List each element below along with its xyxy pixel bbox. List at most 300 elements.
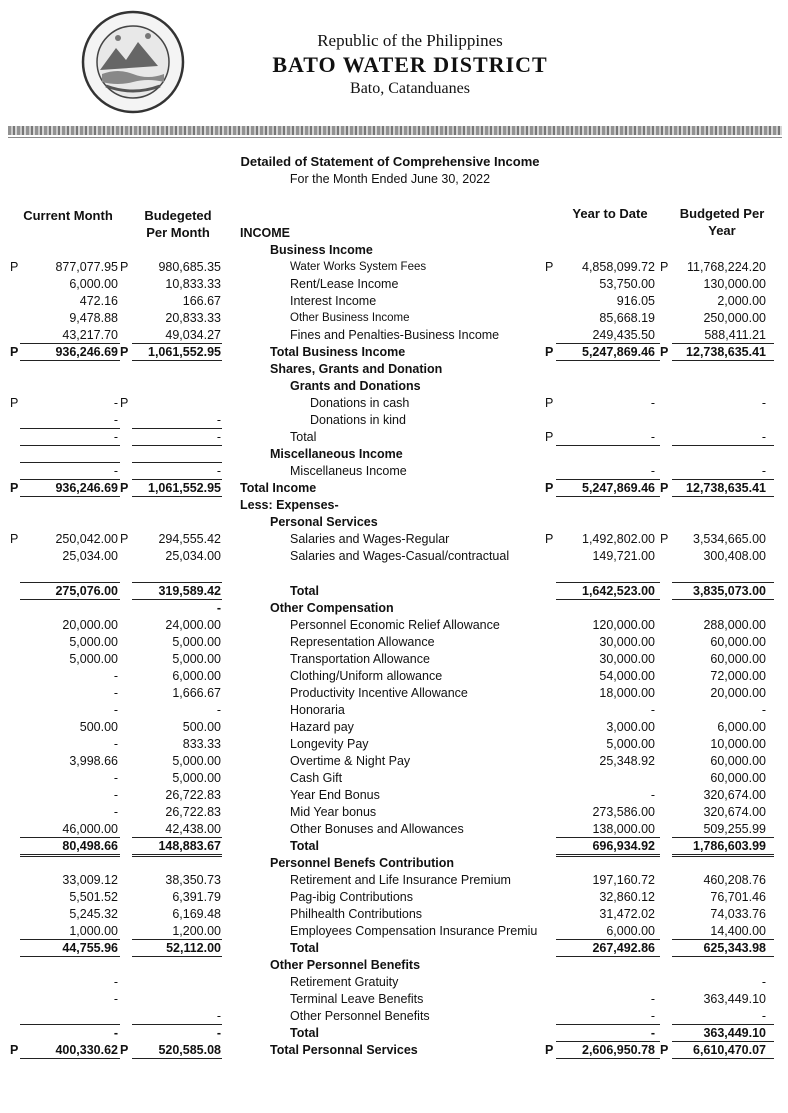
value-current-month: 936,246.69 [55,481,118,495]
value-year-to-date: 53,750.00 [599,277,655,291]
value-budget-year: - [761,703,766,717]
statement-row [0,446,788,463]
value-current-month: 9,478.88 [69,311,118,325]
statement-row [0,991,788,1008]
statement-period: For the Month Ended June 30, 2022 [289,172,491,186]
row-label: Transportation Allowance [290,652,430,666]
underline-rule [672,856,774,857]
header-divider [8,126,782,135]
statement-row [0,293,788,310]
row-label: Pag-ibig Contributions [290,890,413,904]
value-budget-year: 14,400.00 [710,924,766,938]
value-budget-year: 288,000.00 [703,618,766,632]
value-current-month: 5,245.32 [69,907,118,921]
value-year-to-date: 32,860.12 [599,890,655,904]
peso-sign: P [120,532,129,546]
statement-row [0,361,788,378]
underline-rule [132,445,222,446]
peso-sign: P [120,481,129,495]
row-label: Personnel Benefs Contribution [270,856,455,870]
value-budget-month: 294,555.42 [158,532,221,546]
value-current-month: 5,000.00 [69,652,118,666]
underline-rule [556,582,660,583]
underline-rule [132,462,222,463]
underline-rule [132,854,222,855]
value-year-to-date: 5,247,869.46 [582,345,655,359]
row-label: Salaries and Wages-Regular [290,532,450,546]
underline-rule [132,428,222,429]
value-budget-month: 166.67 [182,294,221,308]
statement-row [0,497,788,514]
value-year-to-date: - [650,703,655,717]
value-budget-year: - [761,464,766,478]
value-current-month: 5,501.52 [69,890,118,904]
statement-row [0,378,788,395]
peso-sign: P [120,396,129,410]
value-budget-month: 5,000.00 [172,635,221,649]
value-budget-year: 12,738,635.41 [686,481,766,495]
peso-sign: P [545,260,554,274]
row-label: Salaries and Wages-Casual/contractual [290,549,510,563]
row-label: Business Income [270,243,373,257]
value-budget-year: 3,534,665.00 [693,532,766,546]
header-divider-thin [8,137,782,138]
value-year-to-date: 249,435.50 [592,328,655,342]
value-budget-month: 20,833.33 [165,311,221,325]
value-budget-month: 49,034.27 [165,328,221,342]
value-budget-year: 363,449.10 [703,992,766,1006]
value-year-to-date: 273,586.00 [592,805,655,819]
statement-row [0,531,788,548]
underline-rule [672,496,774,497]
underline-rule [132,837,222,838]
value-year-to-date: 25,348.92 [599,754,655,768]
row-label: Honoraria [290,703,345,717]
statement-row [0,889,788,906]
underline-rule [556,479,660,480]
row-label: Longevity Pay [290,737,369,751]
peso-sign: P [545,430,554,444]
value-budget-month: 26,722.83 [165,805,221,819]
value-year-to-date: 31,472.02 [599,907,655,921]
peso-sign: P [120,1043,129,1057]
statement-row [0,906,788,923]
row-label: Shares, Grants and Donation [270,362,443,376]
peso-sign: P [10,1043,19,1057]
value-current-month: 1,000.00 [69,924,118,938]
statement-row [0,940,788,957]
underline-rule [20,939,120,940]
row-label: Donations in cash [310,396,410,410]
row-label: Cash Gift [290,771,343,785]
underline-rule [556,1041,660,1042]
value-year-to-date: 916.05 [616,294,655,308]
row-label: Overtime & Night Pay [290,754,411,768]
value-year-to-date: - [650,788,655,802]
underline-rule [20,956,120,957]
row-label: Total Personnal Services [270,1043,418,1057]
underline-rule [556,856,660,857]
statement-row [0,1025,788,1042]
peso-sign: P [120,345,129,359]
value-current-month: 20,000.00 [62,618,118,632]
peso-sign: P [545,481,554,495]
statement-row [0,804,788,821]
value-year-to-date: 120,000.00 [592,618,655,632]
underline-rule [132,479,222,480]
value-current-month: 33,009.12 [62,873,118,887]
statement-row [0,923,788,940]
underline-rule [672,1024,774,1025]
value-budget-month: - [216,1009,221,1023]
underline-rule [20,1058,120,1059]
underline-rule [672,854,774,855]
value-current-month: 250,042.00 [55,532,118,546]
value-budget-year: 300,408.00 [703,549,766,563]
underline-rule [556,854,660,855]
row-label: Grants and Donations [290,379,421,393]
value-year-to-date: 30,000.00 [599,652,655,666]
value-current-month: - [113,413,118,427]
row-label: INCOME [240,226,290,240]
value-budget-month: 6,391.79 [172,890,221,904]
row-label: Other Personnel Benefits [270,958,421,972]
header-district-name: BATO WATER DISTRICT [272,52,548,77]
value-budget-month: 148,883.67 [158,839,221,853]
value-year-to-date: 2,606,950.78 [582,1043,655,1057]
value-current-month: - [113,805,118,819]
row-label: Total Income [240,481,317,495]
value-year-to-date: 3,000.00 [606,720,655,734]
row-label: Other Bonuses and Allowances [290,822,464,836]
row-label: Productivity Incentive Allowance [290,686,468,700]
statement-row [0,514,788,531]
value-budget-year: 6,610,470.07 [693,1043,766,1057]
value-budget-year: - [761,975,766,989]
statement-row [0,242,788,259]
value-year-to-date: - [650,992,655,1006]
row-label: Rent/Lease Income [290,277,399,291]
value-current-month: 43,217.70 [62,328,118,342]
row-label: Total Business Income [270,345,406,359]
underline-rule [556,445,660,446]
underline-rule [132,496,222,497]
value-year-to-date: - [650,1026,655,1040]
underline-rule [672,956,774,957]
col-header-budget-year: Budgeted Per Year [679,206,765,238]
statement-row [0,548,788,565]
value-current-month: 3,998.66 [69,754,118,768]
value-budget-month: 1,200.00 [172,924,221,938]
statement-row [0,821,788,838]
statement-row [0,702,788,719]
value-current-month: 400,330.62 [55,1043,118,1057]
value-current-month: 877,077.95 [55,260,118,274]
value-budget-month: 1,666.67 [172,686,221,700]
underline-rule [132,1024,222,1025]
value-year-to-date: 5,000.00 [606,737,655,751]
value-budget-month: 42,438.00 [165,822,221,836]
statement-row [0,600,788,617]
statement-row [0,668,788,685]
underline-rule [672,479,774,480]
underline-rule [556,599,660,600]
value-current-month: - [113,771,118,785]
peso-sign: P [10,532,19,546]
value-budget-month: - [216,464,221,478]
underline-rule [672,837,774,838]
value-year-to-date: 1,492,802.00 [582,532,655,546]
statement-row [0,838,788,855]
value-year-to-date: 18,000.00 [599,686,655,700]
value-budget-month: 10,833.33 [165,277,221,291]
row-label: Total [290,430,317,444]
row-label: Clothing/Uniform allowance [290,669,443,683]
underline-rule [20,445,120,446]
value-budget-year: 625,343.98 [703,941,766,955]
statement-row [0,259,788,276]
value-year-to-date: - [650,1009,655,1023]
underline-rule [20,343,120,344]
value-budget-year: 1,786,603.99 [693,839,766,853]
value-budget-month: 6,169.48 [172,907,221,921]
value-current-month: - [113,396,118,410]
underline-rule [20,599,120,600]
value-budget-year: 320,674.00 [703,788,766,802]
statement-row [0,480,788,497]
value-current-month: 500.00 [79,720,118,734]
value-year-to-date: 54,000.00 [599,669,655,683]
statement-row [0,974,788,991]
value-current-month: 936,246.69 [55,345,118,359]
statement-row [0,770,788,787]
underline-rule [132,343,222,344]
value-budget-month: 500.00 [182,720,221,734]
row-label: Fines and Penalties-Business Income [290,328,500,342]
statement-title: Detailed of Statement of Comprehensive Income [240,154,540,169]
underline-rule [132,1058,222,1059]
statement-row [0,583,788,600]
value-budget-month: 1,061,552.95 [148,345,221,359]
row-label: Other Business Income [290,312,410,324]
value-year-to-date: 1,642,523.00 [582,584,655,598]
row-label: Total [290,584,319,598]
value-current-month: - [113,669,118,683]
statement-row [0,957,788,974]
peso-sign: P [660,1043,669,1057]
value-budget-year: 60,000.00 [710,754,766,768]
value-budget-month: 1,061,552.95 [148,481,221,495]
value-year-to-date: 85,668.19 [599,311,655,325]
value-budget-month: 5,000.00 [172,652,221,666]
value-year-to-date: 197,160.72 [592,873,655,887]
underline-rule [556,343,660,344]
row-label: Donations in kind [310,413,406,427]
underline-rule [556,939,660,940]
value-budget-month: 26,722.83 [165,788,221,802]
value-budget-year: 6,000.00 [717,720,766,734]
statement-row [0,753,788,770]
header-location: Bato, Catanduanes [350,80,470,97]
value-budget-month: 24,000.00 [165,618,221,632]
value-budget-month: 5,000.00 [172,754,221,768]
value-budget-month: 833.33 [182,737,221,751]
value-budget-month: - [216,430,221,444]
value-current-month: - [113,703,118,717]
value-current-month: 44,755.96 [62,941,118,955]
value-current-month: 5,000.00 [69,635,118,649]
value-current-month: - [113,992,118,1006]
underline-rule [20,856,120,857]
underline-rule [672,582,774,583]
value-budget-month: 520,585.08 [158,1043,221,1057]
value-budget-year: 10,000.00 [710,737,766,751]
col-header-current-month: Current Month [23,208,113,223]
underline-rule [20,479,120,480]
underline-rule [20,837,120,838]
statement-row [0,225,788,242]
value-year-to-date: 5,247,869.46 [582,481,655,495]
peso-sign: P [10,260,19,274]
underline-rule [20,462,120,463]
peso-sign: P [660,481,669,495]
underline-rule [556,956,660,957]
underline-rule [132,599,222,600]
statement-row [0,872,788,889]
value-year-to-date: - [650,464,655,478]
statement-row [0,463,788,480]
underline-rule [672,343,774,344]
underline-rule [132,582,222,583]
value-year-to-date: 696,934.92 [592,839,655,853]
value-budget-year: 460,208.76 [703,873,766,887]
value-current-month: - [113,788,118,802]
value-current-month: 275,076.00 [55,584,118,598]
peso-sign: P [120,260,129,274]
statement-row [0,310,788,327]
value-budget-year: 3,835,073.00 [693,584,766,598]
value-year-to-date: - [650,396,655,410]
peso-sign: P [10,345,19,359]
value-year-to-date: 6,000.00 [606,924,655,938]
value-current-month: - [113,464,118,478]
header-republic: Republic of the Philippines [317,31,503,50]
row-label: Total [290,941,319,955]
underline-rule [672,939,774,940]
value-budget-month: 6,000.00 [172,669,221,683]
row-label: Miscellaneus Income [290,464,407,478]
value-current-month: - [113,737,118,751]
row-label: Mid Year bonus [290,805,377,819]
row-label: Water Works System Fees [290,261,427,273]
underline-rule [132,939,222,940]
underline-rule [20,360,120,361]
value-budget-year: 20,000.00 [710,686,766,700]
statement-row [0,787,788,804]
peso-sign: P [10,396,19,410]
value-budget-month: - [216,1026,221,1040]
value-budget-year: 320,674.00 [703,805,766,819]
row-label: Retirement and Life Insurance Premium [290,873,511,887]
row-label: Total [290,1026,319,1040]
statement-row [0,685,788,702]
bato-water-district-seal [78,8,188,116]
value-budget-year: 588,411.21 [704,328,766,342]
underline-rule [20,428,120,429]
value-budget-year: 2,000.00 [717,294,766,308]
value-budget-year: 60,000.00 [710,635,766,649]
statement-row [0,412,788,429]
underline-rule [132,856,222,857]
value-budget-month: 25,034.00 [165,549,221,563]
value-budget-year: 250,000.00 [703,311,766,325]
value-budget-month: - [216,703,221,717]
underline-rule [20,496,120,497]
value-budget-year: - [761,1009,766,1023]
underline-rule [556,496,660,497]
value-budget-year: 60,000.00 [710,652,766,666]
value-budget-year: 130,000.00 [703,277,766,291]
col-header-year-to-date: Year to Date [572,206,648,221]
underline-rule [132,956,222,957]
statement-row [0,651,788,668]
value-current-month: - [113,430,118,444]
peso-sign: P [660,532,669,546]
row-label: Total [290,839,319,853]
value-current-month: - [113,975,118,989]
value-year-to-date: 149,721.00 [592,549,655,563]
row-label: Less: Expenses- [240,498,339,512]
statement-row [0,617,788,634]
underline-rule [556,360,660,361]
underline-rule [672,1041,774,1042]
row-label: Retirement Gratuity [290,975,399,989]
statement-row [0,1008,788,1025]
statement-row [0,855,788,872]
row-label: Personal Services [270,515,378,529]
underline-rule [672,445,774,446]
value-budget-month: - [216,601,221,615]
value-year-to-date: 138,000.00 [592,822,655,836]
value-budget-year: 72,000.00 [710,669,766,683]
value-budget-year: 509,255.99 [703,822,766,836]
underline-rule [20,854,120,855]
value-current-month: 25,034.00 [62,549,118,563]
row-label: Representation Allowance [290,635,435,649]
underline-rule [672,360,774,361]
statement-row [0,1042,788,1059]
statement-row [0,634,788,651]
statement-row [0,276,788,293]
row-label: Terminal Leave Benefits [290,992,424,1006]
peso-sign: P [660,260,669,274]
value-budget-year: 74,033.76 [710,907,766,921]
underline-rule [672,599,774,600]
value-current-month: 46,000.00 [62,822,118,836]
peso-sign: P [10,481,19,495]
row-label: Miscellaneous Income [270,447,403,461]
value-current-month: 80,498.66 [62,839,118,853]
value-current-month: 6,000.00 [69,277,118,291]
value-year-to-date: - [650,430,655,444]
underline-rule [556,837,660,838]
underline-rule [556,1024,660,1025]
value-current-month: - [113,1026,118,1040]
value-budget-year: 60,000.00 [710,771,766,785]
value-budget-year: 11,768,224.20 [686,260,766,274]
value-year-to-date: 267,492.86 [592,941,655,955]
row-label: Philhealth Contributions [290,907,423,921]
